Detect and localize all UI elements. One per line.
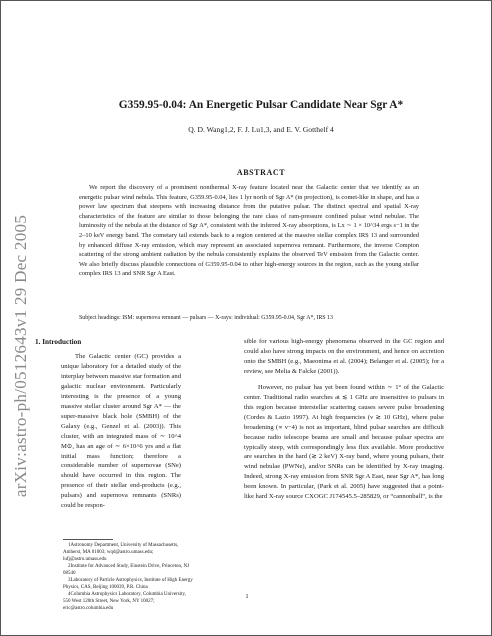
author-list: Q. D. Wang1,2, F. J. Lu1,3, and E. V. Gotthelf 4: [188, 125, 334, 134]
page-number: 1: [245, 593, 249, 600]
abstract-heading: ABSTRACT: [236, 168, 286, 177]
footnote-rule: [63, 539, 113, 540]
footnote-2: 2Institute for Advanced Study, Einstein Drive, Princeton, NJ 08540: [63, 564, 190, 576]
footnote-4: 4Columbia Astrophysics Laboratory, Columbia University, 550 West 120th Street, New York, NY 10027; eric@astro.columbia.edu: [63, 592, 186, 611]
footnotes: [63, 542, 193, 612]
arxiv-identifier: arXiv:astro-ph/0512643v1 29 Dec 2005: [11, 214, 30, 498]
intro-paragraph-2: However, no pulsar has yet been found within ∼ 1° of the Galactic center. Traditional radio searches at ≲ 1 GHz are insensitive to pulsars in this region because interstellar scattering causes severe pulse broadening (Cordes & Lazio 1997). At high frequencies (ν ≳ 10 GHz), where pulse broadening (∝ ν−4) is not as important, blind pulsar searches are difficult because radio telescope beams are small and because pulsar spectra are typically steep, with correspondingly less flux available. More productive are searches in the hard (≳ 2 keV) X-ray band, where young pulsars, their wind nebulae (PWNe), and/or SNRs can be identified by X-ray imaging. Indeed, strong X-ray emission from SNR Sgr A East, near Sgr A*, has long been known. In particular, (Park et al. 2005) have suggested that a point-like hard X-ray source CXOGC J174545.5–285829, or “cannonball”, is the: [244, 383, 444, 501]
footnote-3: 3Laboratory of Particle Astrophysics, Institute of High Energy Physics, CAS, Beijing 100039, P.R. China: [63, 578, 193, 590]
subject-headings: Subject headings: ISM: supernova remnant — pulsars — X-rays: individual: G359.95-0.04, Sgr A*, IRS 13: [79, 315, 333, 321]
left-column: [35, 338, 221, 511]
abstract-text: We report the discovery of a prominent nonthermal X-ray feature located near the Galactic center that we identify as an energetic pulsar wind nebula. This feature, G359.95-0.04, lies 1 lyr north of Sgr A* (in projection), is comet-like in shape, and has a power law spectrum that steepens with increasing distance from the putative pulsar. The distinct spectral and spatial X-ray characteristics of the feature are similar to those belonging the rare class of ram-pressure confined pulsar wind nebulae. The luminosity of the nebula at the distance of Sgr A*, consistent with the inferred X-ray absorptions, is Lx ∼ 1 × 10^34 ergs s−1 in the 2–10 keV energy band. The cometary tail extends back to a region centered at the massive stellar complex IRS 13 and surrounded by enhanced diffuse X-ray emission, which may represent an associated supernova remnant. Furthermore, the inverse Compton scattering of the strong ambient radiation by the nebula consistently explains the observed TeV emission from the Galactic center. We also briefly discuss plausible connections of G359.95-0.04 to other high-energy sources in the region, such as the young stellar complex IRS 13 and SNR Sgr A East.: [79, 184, 419, 278]
intro-paragraph-1-continued: sible for various high-energy phenomena observed in the GC region and could also have strong impacts on the environment, and hence on accretion onto the SMBH (e.g., Maeonima et al. (2004); Belanger et al. (2005); for a review, see Melia & Falcke (2001)).: [244, 338, 444, 375]
intro-paragraph-1: The Galactic center (GC) provides a unique laboratory for a detailed study of the interplay between massive star formation and galactic nuclear environment. Particularly interesting is the presence of a young massive stellar cluster around Sgr A* — the super-massive black hole (SMBH) of the Galaxy (e.g., Genzel et al. (2003)). This cluster, with an integrated mass of ∼ 10^4 M⊙, has an age of ∼ 6×10^6 yrs and a flat initial mass function; therefore a considerable number of supernovae (SNe) should have occurred in this region. The presence of their stellar end-products (e.g., pulsars) and supernova remnants (SNRs) could be respon-: [61, 353, 181, 510]
right-column: [244, 337, 444, 502]
paper-title: G359.95-0.04: An Energetic Pulsar Candidate Near Sgr A*: [118, 99, 404, 111]
footnote-1: 1Astronomy Department, University of Massachusetts, Amherst, MA 01003; wqd@astro.umass.edu; lufj@astro.umass.edu: [63, 543, 179, 562]
section-heading: 1. Introduction: [35, 338, 82, 346]
